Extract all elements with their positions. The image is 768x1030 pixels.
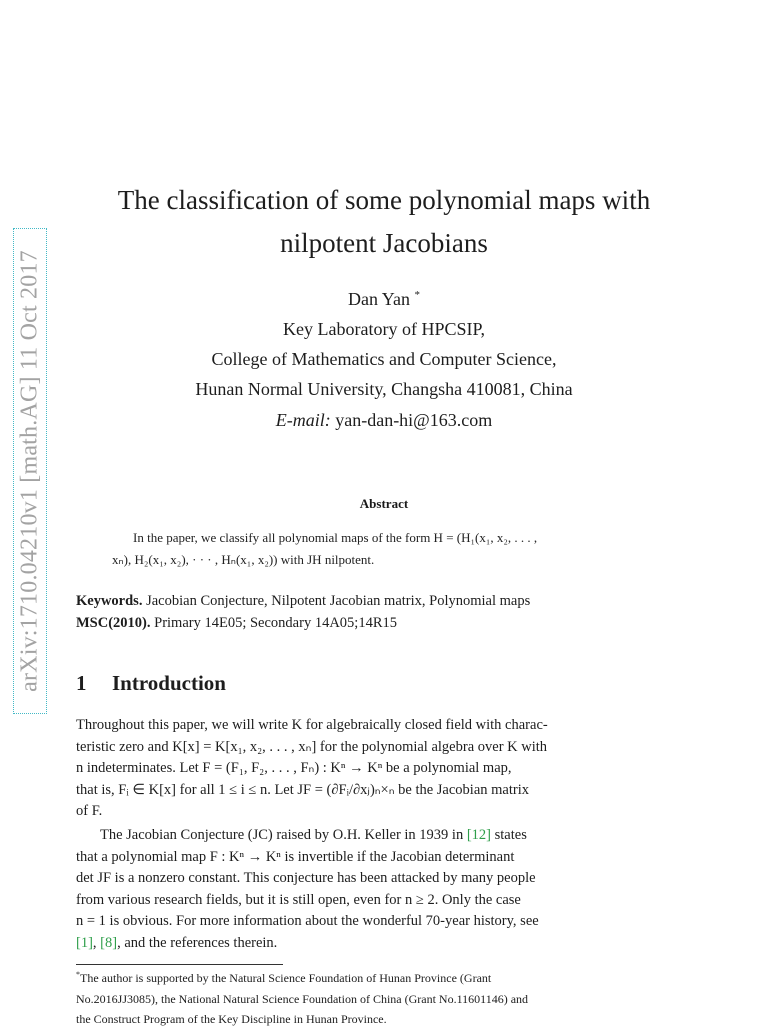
paragraph-1-line: n indeterminates. Let F = (F₁, F₂, . . . , Fₙ) : Kⁿ → Kⁿ be a polynomial map, <box>76 760 512 776</box>
affiliation-line-1: Key Laboratory of HPCSIP, <box>283 319 485 339</box>
paragraph-2-line: n = 1 is obvious. For more information about the wonderful 70-year history, see <box>76 913 539 929</box>
section-heading <box>76 671 226 696</box>
msc-label: MSC(2010). <box>76 615 151 631</box>
paragraph-2-line: det JF is a nonzero constant. This conjecture has been attacked by many people <box>76 870 536 886</box>
paragraph-2-text: states <box>491 827 527 843</box>
footnote <box>76 965 592 1030</box>
footnote-line: No.2016JJ3085), the National Natural Science Foundation of China (Grant No.11601146) and <box>76 991 529 1006</box>
citation-link-12[interactable]: [12] <box>466 827 492 843</box>
paragraph-2-line: that a polynomial map F : Kⁿ → Kⁿ is invertible if the Jacobian determinant <box>76 848 515 865</box>
email-address: yan-dan-hi@163.com <box>335 410 493 430</box>
citation-link-1[interactable]: [1] <box>76 934 93 951</box>
paragraph-2-line: from various research fields, but it is still open, even for n ≥ 2. Only the case <box>76 891 521 908</box>
author-footnote-mark: * <box>414 289 420 301</box>
paragraph-1-line: of F. <box>76 803 103 819</box>
paragraph-1-line: teristic zero and K[x] = K[x₁, x₂, . . . , xₙ] for the polynomial algebra over K with <box>76 738 548 755</box>
footnote-mark: * <box>76 970 80 979</box>
intro-paragraph-1 <box>76 715 592 823</box>
abstract-line-1: In the paper, we classify all polynomial maps of the form H = (H₁(x₁, x₂, . . . , <box>133 530 538 545</box>
paragraph-2-line <box>76 933 592 955</box>
msc-line <box>76 615 397 632</box>
paper-title-line-2: nilpotent Jacobians <box>280 228 488 258</box>
author-name <box>0 289 768 310</box>
citation-separator: , <box>92 934 101 951</box>
keywords-label: Keywords. <box>76 593 143 609</box>
footnote-line <box>76 965 592 989</box>
intro-paragraph-2 <box>76 825 592 954</box>
section-title: Introduction <box>112 671 226 695</box>
email-label: E-mail: <box>275 410 331 430</box>
keywords-line <box>76 593 530 610</box>
affiliation-line-2: College of Mathematics and Computer Science, <box>211 349 557 369</box>
footnote-line: the Construct Program of the Key Discipline in Hunan Province. <box>76 1012 387 1026</box>
paragraph-2-text: , and the references therein. <box>117 934 278 951</box>
paragraph-1-line: Throughout this paper, we will write K for algebraically closed field with charac- <box>76 717 548 733</box>
citation-link-8[interactable]: [8] <box>100 934 118 951</box>
email-line <box>0 410 768 431</box>
paragraph-1-line: that is, Fᵢ ∈ K[x] for all 1 ≤ i ≤ n. Let JF = (∂Fᵢ/∂xⱼ)ₙ×ₙ be the Jacobian matrix <box>76 781 529 798</box>
footnote-text: The author is supported by the Natural Science Foundation of Hunan Province (Grant <box>80 971 492 985</box>
msc-text: Primary 14E05; Secondary 14A05;14R15 <box>154 615 397 631</box>
author-name-text: Dan Yan <box>347 289 410 309</box>
affiliation-line-3: Hunan Normal University, Changsha 410081, China <box>195 379 573 399</box>
arxiv-stamp-text: arXiv:1710.04210v1 [math.AG] 11 Oct 2017 <box>16 250 43 692</box>
abstract-line-2: xₙ), H₂(x₁, x₂), · · · , Hₙ(x₁, x₂)) with JH nilpotent. <box>112 552 375 567</box>
paragraph-2-line <box>76 825 592 847</box>
section-number: 1 <box>76 671 87 695</box>
abstract-heading: Abstract <box>359 496 409 511</box>
paragraph-2-text: The Jacobian Conjecture (JC) raised by O.H. Keller in 1939 in <box>100 827 467 843</box>
keywords-text: Jacobian Conjecture, Nilpotent Jacobian matrix, Polynomial maps <box>146 593 531 609</box>
paper-title-line-1: The classification of some polynomial maps with <box>117 185 651 215</box>
